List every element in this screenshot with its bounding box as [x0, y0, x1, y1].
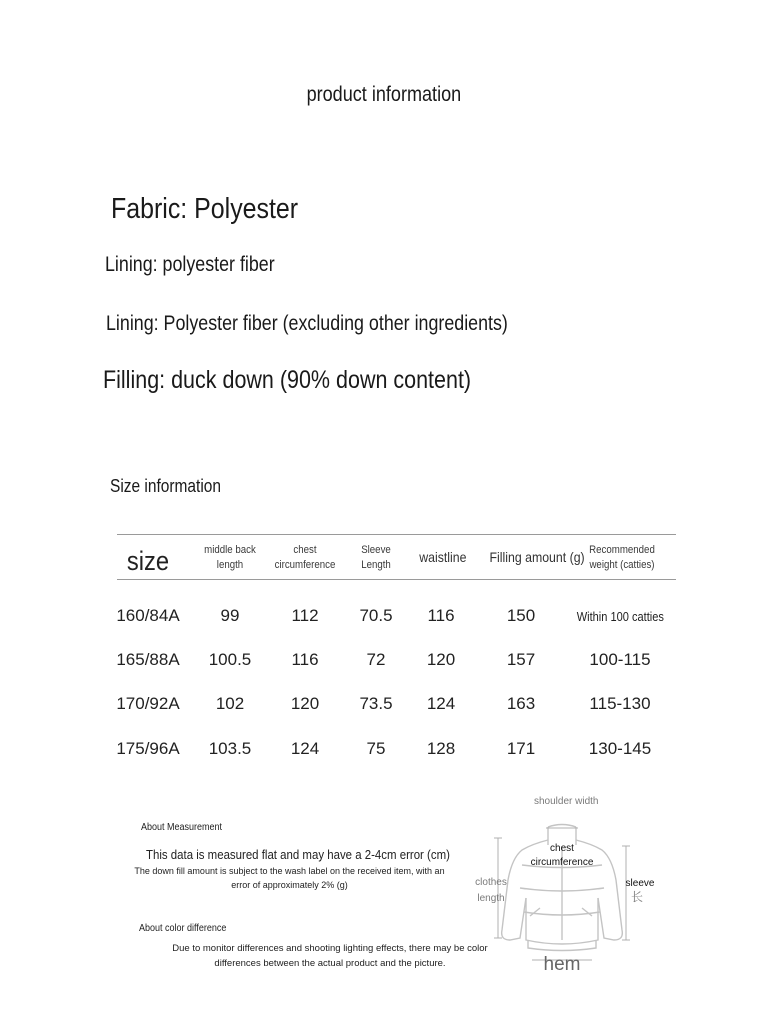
- table-row: [117, 734, 676, 764]
- measurement-heading: About Measurement: [141, 822, 223, 833]
- fabric-info: Fabric: Polyester: [111, 193, 299, 225]
- cell-sleeve: 73.5: [359, 694, 393, 713]
- cell-chest: 124: [290, 739, 320, 758]
- cell-size: 170/92A: [116, 694, 180, 713]
- cell-size: 160/84A: [116, 606, 180, 625]
- fill-amount-note: The down fill amount is subject to the wash label on the received item, with an error of approximately 2% (g): [134, 866, 445, 890]
- header-middle-back-length: middle back length: [204, 543, 256, 571]
- color-difference-note: Due to monitor differences and shooting lighting effects, there may be color differences between the actual product and the picture.: [172, 943, 488, 970]
- cell-size: 175/96A: [116, 739, 180, 758]
- header-size: size: [126, 546, 170, 577]
- table-row: [117, 689, 676, 719]
- cell-size: 165/88A: [116, 650, 180, 669]
- cell-chest: 120: [290, 694, 320, 713]
- table-top-rule: [117, 534, 676, 535]
- lining-info: Lining: polyester fiber: [105, 253, 275, 276]
- label-sleeve: sleeve: [625, 878, 655, 889]
- cell-waistline: 128: [426, 739, 456, 758]
- header-chest-circumference: chest circumference: [274, 543, 336, 571]
- cell-weight: 115-130: [589, 694, 651, 713]
- cell-filling: 163: [506, 694, 536, 713]
- cell-back-length: 100.5: [208, 650, 252, 669]
- header-filling-amount: Filling amount (g): [489, 549, 585, 566]
- size-section-title: Size information: [110, 476, 221, 496]
- measurement-note: This data is measured flat and may have a 2-4cm error (cm): [146, 847, 450, 862]
- cell-sleeve: 72: [366, 650, 386, 669]
- cell-chest: 112: [291, 606, 319, 625]
- table-row: [117, 645, 676, 675]
- filling-info: Filling: duck down (90% down content): [103, 366, 472, 394]
- cell-back-length: 102: [215, 694, 245, 713]
- cell-filling: 150: [506, 606, 536, 625]
- label-shoulder-width: shoulder width: [534, 796, 599, 807]
- page-title: product information: [306, 83, 462, 106]
- cell-weight: Within 100 catties: [576, 608, 664, 624]
- measurement-diagram: [470, 790, 660, 980]
- cell-waistline: 120: [426, 650, 456, 669]
- label-chest-circumference: chest circumference: [530, 843, 594, 868]
- color-difference-heading: About color difference: [139, 923, 227, 934]
- cell-back-length: 99: [220, 606, 240, 625]
- lining-detail-info: Lining: Polyester fiber (excluding other ingredients): [106, 312, 508, 335]
- cell-sleeve: 70.5: [359, 606, 393, 625]
- label-clothes-length: clothes length: [475, 877, 507, 904]
- cell-back-length: 103.5: [208, 739, 252, 758]
- cell-chest: 116: [291, 650, 319, 669]
- table-row: [117, 601, 676, 631]
- cell-waistline: 116: [427, 606, 455, 625]
- header-recommended-weight: Recommended weight (catties): [589, 543, 655, 571]
- header-sleeve-length: Sleeve Length: [361, 543, 391, 571]
- label-hem: hem: [543, 954, 581, 975]
- cell-filling: 171: [506, 739, 536, 758]
- table-header-rule: [117, 579, 676, 580]
- cell-weight: 100-115: [589, 650, 651, 669]
- label-sleeve-char: 长: [630, 890, 643, 904]
- cell-filling: 157: [506, 650, 536, 669]
- cell-waistline: 124: [426, 694, 456, 713]
- cell-weight: 130-145: [588, 739, 652, 758]
- header-waistline: waistline: [419, 549, 467, 566]
- cell-sleeve: 75: [366, 739, 386, 758]
